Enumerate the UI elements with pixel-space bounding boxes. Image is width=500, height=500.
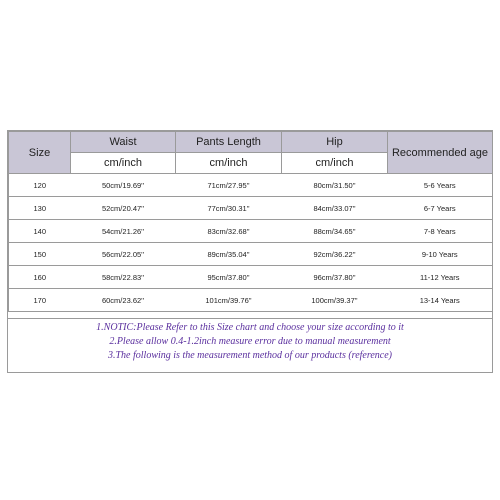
pants-length-cell: 83cm/32.68'' bbox=[176, 220, 282, 243]
size-cell: 130 bbox=[9, 197, 71, 220]
hip-cell: 80cm/31.50'' bbox=[282, 174, 388, 197]
note-size-chart: 1.NOTIC:Please Refer to this Size chart and choose your size according to it bbox=[96, 322, 404, 333]
table-header-row bbox=[9, 132, 493, 153]
age-cell: 13-14 Years bbox=[388, 289, 493, 312]
pants-length-column-header: Pants Length bbox=[176, 132, 282, 153]
size-cell: 120 bbox=[9, 174, 71, 197]
waist-cell: 56cm/22.05'' bbox=[71, 243, 176, 266]
pants-length-cell: 95cm/37.80'' bbox=[176, 266, 282, 289]
pants-length-unit-label: cm/inch bbox=[176, 153, 282, 174]
waist-cell: 60cm/23.62'' bbox=[71, 289, 176, 312]
age-cell: 7-8 Years bbox=[388, 220, 493, 243]
waist-cell: 54cm/21.26'' bbox=[71, 220, 176, 243]
age-cell: 5-6 Years bbox=[388, 174, 493, 197]
waist-column-header: Waist bbox=[71, 132, 176, 153]
table-row bbox=[9, 174, 493, 197]
pants-length-cell: 89cm/35.04'' bbox=[176, 243, 282, 266]
hip-cell: 100cm/39.37'' bbox=[282, 289, 388, 312]
waist-cell: 58cm/22.83'' bbox=[71, 266, 176, 289]
note-measure-error: 2.Please allow 0.4-1.2inch measure error due to manual measurement bbox=[109, 336, 391, 347]
size-cell: 140 bbox=[9, 220, 71, 243]
age-cell: 6-7 Years bbox=[388, 197, 493, 220]
hip-column-header: Hip bbox=[282, 132, 388, 153]
size-cell: 170 bbox=[9, 289, 71, 312]
pants-length-cell: 77cm/30.31'' bbox=[176, 197, 282, 220]
recommended-age-column-header: Recommended age bbox=[388, 132, 493, 174]
hip-unit-label: cm/inch bbox=[282, 153, 388, 174]
pants-length-cell: 101cm/39.76'' bbox=[176, 289, 282, 312]
hip-cell: 96cm/37.80'' bbox=[282, 266, 388, 289]
table-row bbox=[9, 197, 493, 220]
hip-cell: 88cm/34.65'' bbox=[282, 220, 388, 243]
age-cell: 9-10 Years bbox=[388, 243, 493, 266]
note-measurement-method: 3.The following is the measurement method of our products (reference) bbox=[107, 350, 393, 361]
hip-cell: 84cm/33.07'' bbox=[282, 197, 388, 220]
waist-cell: 50cm/19.69'' bbox=[71, 174, 176, 197]
hip-cell: 92cm/36.22'' bbox=[282, 243, 388, 266]
pants-length-cell: 71cm/27.95'' bbox=[176, 174, 282, 197]
size-cell: 160 bbox=[9, 266, 71, 289]
table-row bbox=[9, 289, 493, 312]
age-cell: 11-12 Years bbox=[388, 266, 493, 289]
table-row bbox=[9, 266, 493, 289]
table-row bbox=[9, 243, 493, 266]
size-notes bbox=[7, 318, 493, 373]
size-column-header: Size bbox=[9, 132, 71, 174]
waist-cell: 52cm/20.47'' bbox=[71, 197, 176, 220]
table-row bbox=[9, 220, 493, 243]
waist-unit-label: cm/inch bbox=[71, 153, 176, 174]
size-cell: 150 bbox=[9, 243, 71, 266]
size-table bbox=[8, 131, 493, 312]
